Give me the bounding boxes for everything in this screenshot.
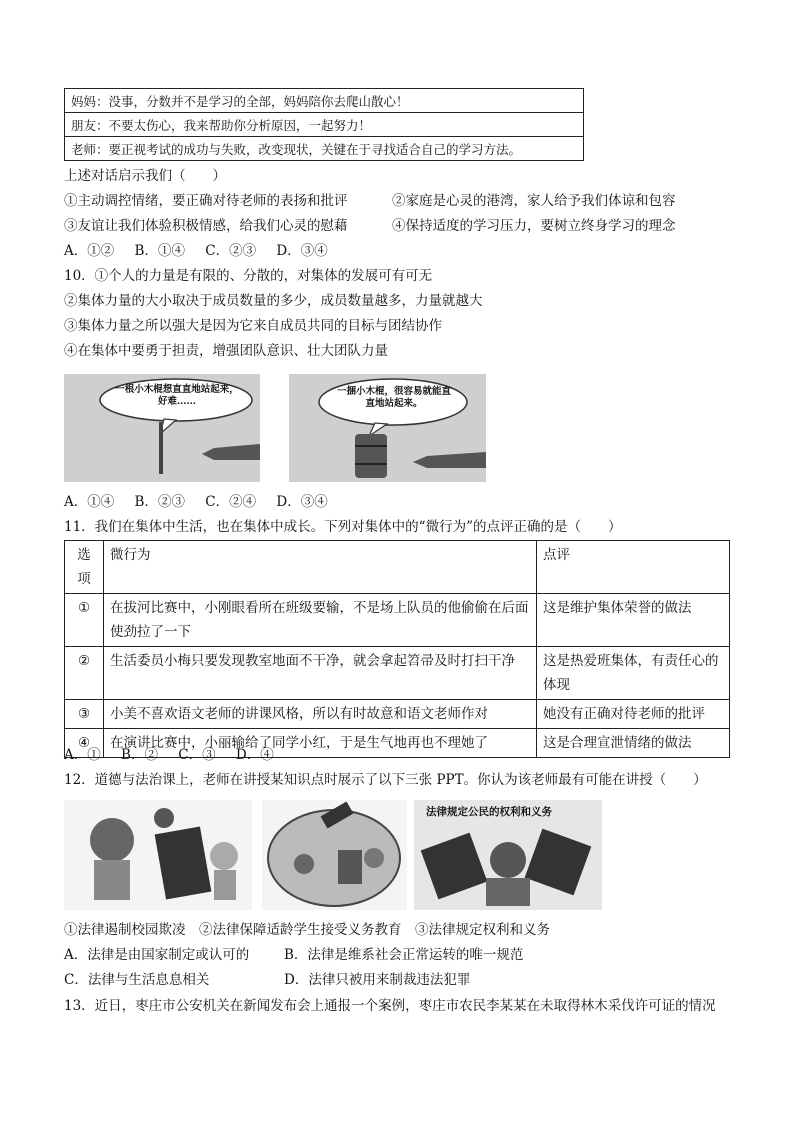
row-2-behavior: 生活委员小梅只要发现教室地面不干净，就会拿起笤帚及时打扫干净 [104,647,537,700]
dialogue-friend: 朋友：不要太伤心，我来帮助你分析原因，一起努力！ [65,113,584,137]
header-option: 选项 [65,541,104,594]
q12-stem: 12．道德与法治课上，老师在讲授某知识点时展示了以下三张 PPT。你认为该老师最有可能在讲授（ ） [64,772,707,788]
row-3-behavior: 小美不喜欢语文老师的讲课风格，所以有时故意和语文老师作对 [104,700,537,729]
row-2-comment: 这是热爱班集体，有责任心的体现 [537,647,730,700]
q10-cartoon-bundle [289,374,486,482]
header-behavior: 微行为 [104,541,537,594]
row-2-id: ② [65,647,104,700]
q12-option-c: C．法律与生活息息相关 [64,972,210,988]
row-4-behavior: 在演讲比赛中，小丽输给了同学小红，于是生气地再也不理她了 [104,729,537,758]
table-row [65,700,730,729]
q9-statements-row1 [64,191,676,211]
rights-picture-title: 法律规定公民的权利和义务 [426,806,552,818]
row-1-behavior: 在拔河比赛中，小刚眼看所在班级要输，不是场上队员的他偷偷在后面使劲拉了一下 [104,594,537,647]
q12-option-d: D．法律只被用来制裁违法犯罪 [284,972,471,988]
q9-option-b: B．①④ [134,243,185,259]
q11-table [64,540,730,758]
q12-options-row2 [64,970,471,990]
row-3-comment: 她没有正确对待老师的批评 [537,700,730,729]
q11-options [64,745,290,765]
table-header-row [65,541,730,594]
q10-cartoon-single-stick [64,374,260,482]
education-cartoon-illustration [262,800,407,910]
q9-statements-row2 [64,216,676,236]
table-row [65,594,730,647]
bullying-cartoon-illustration [64,800,252,910]
dialogue-teacher: 老师：要正视考试的成功与失败，改变现状，关键在于寻找适合自己的学习方法。 [65,137,584,161]
q11-option-b: B．② [121,747,158,763]
q9-stem: 上述对话启示我们（ ） [64,168,226,184]
q10-line-1: 10．①个人的力量是有限的、分散的，对集体的发展可有可无 [64,268,433,284]
q12-option-a: A．法律是由国家制定或认可的 [64,947,250,963]
q10-option-c: C．②④ [205,494,257,510]
q11-option-d: D．④ [235,747,274,763]
q12-picture-rights [414,800,602,910]
q12-picture-bullying [64,800,252,910]
q10-options [64,492,344,512]
table-row [65,647,730,700]
q9-statement-2: ②家庭是心灵的港湾，家人给予我们体谅和包容 [392,193,676,209]
q9-options [64,241,344,261]
bubble-text-1: 一根小木棍想直直地站起来，好难…… [115,384,239,407]
row-3-id: ③ [65,700,104,729]
row-1-comment: 这是维护集体荣誉的做法 [537,594,730,647]
q12-options-row1 [64,945,524,965]
header-comment: 点评 [537,541,730,594]
q9-option-c: C．②③ [205,243,257,259]
bubble-text-2: 一捆小木棍，很容易就能直直地站起来。 [336,386,451,409]
q11-option-c: C．③ [178,747,216,763]
q9-statement-3: ③友谊让我们体验积极情感，给我们心灵的慰藉 [64,218,348,234]
q11-option-a: A．① [64,747,101,763]
dialogue-table [64,88,584,161]
q9-statement-1: ①主动调控情绪，要正确对待老师的表扬和批评 [64,193,348,209]
q10-option-b: B．②③ [134,494,185,510]
row-1-id: ① [65,594,104,647]
row-4-id: ④ [65,729,104,758]
q10-line-2: ②集体力量的大小取决于成员数量的多少，成员数量越多，力量就越大 [64,293,483,309]
q13-stem: 13．近日，枣庄市公安机关在新闻发布会上通报一个案例，枣庄市农民李某某在未取得林木采伐许可证的情况 [64,998,716,1014]
q12-option-b: B．法律是维系社会正常运转的唯一规范 [284,947,524,963]
q10-option-a: A．①④ [64,494,115,510]
q12-captions: ①法律遏制校园欺凌 ②法律保障适龄学生接受义务教育 ③法律规定权利和义务 [64,922,550,938]
q11-stem: 11．我们在集体中生活，也在集体中成长。下列对集体中的“微行为”的点评正确的是（ ） [64,519,622,535]
q12-picture-education [262,800,407,910]
q10-line-3: ③集体力量之所以强大是因为它来自成员共同的目标与团结协作 [64,318,442,334]
dialogue-mom: 妈妈：没事，分数并不是学习的全部，妈妈陪你去爬山散心！ [65,89,584,113]
q9-option-d: D．③④ [276,243,328,259]
row-4-comment: 这是合理宣泄情绪的做法 [537,729,730,758]
q9-statement-4: ④保持适度的学习压力，要树立终身学习的理念 [392,218,676,234]
q10-line-4: ④在集体中要勇于担责，增强团队意识、壮大团队力量 [64,343,388,359]
q10-option-d: D．③④ [276,494,328,510]
q9-option-a: A．①② [64,243,115,259]
